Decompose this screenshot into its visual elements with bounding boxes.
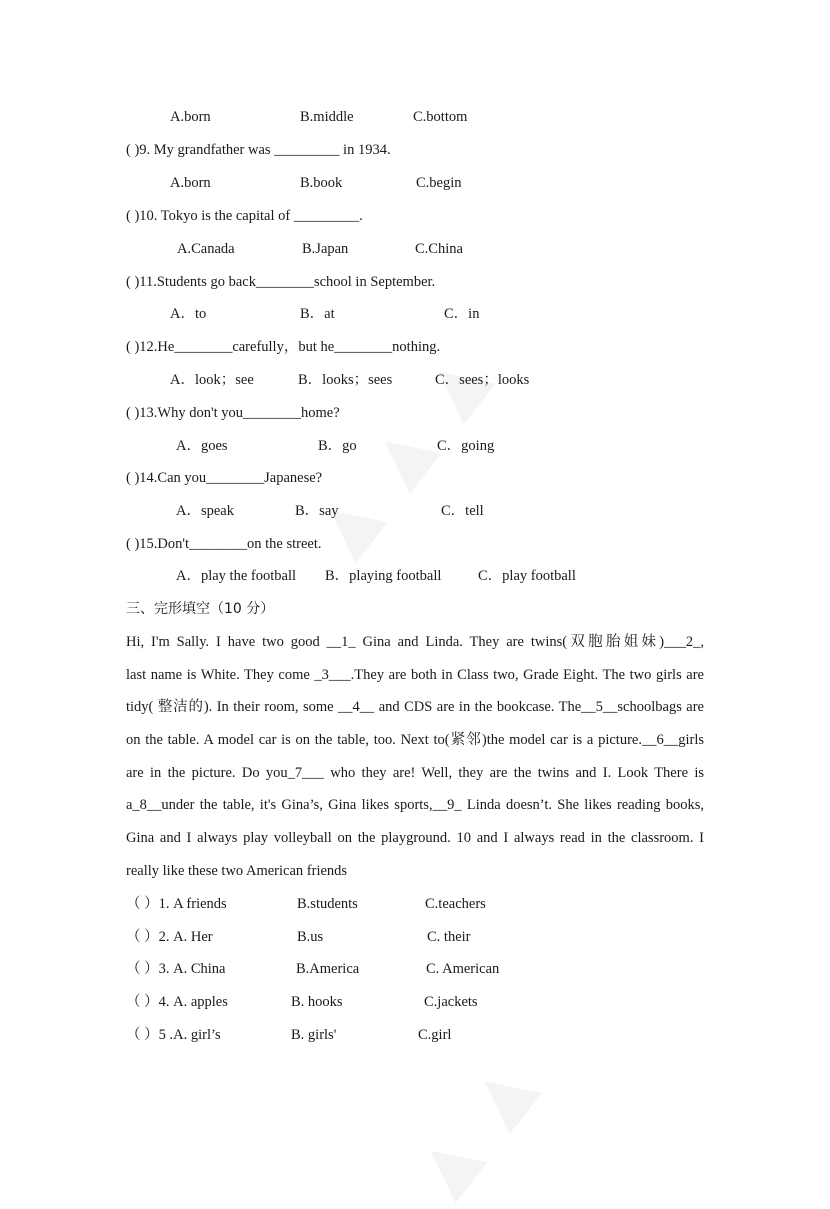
option-c: C.teachers: [425, 896, 486, 912]
option-b: B．playing football: [325, 568, 442, 584]
cloze-question: （ ）4. A. apples: [126, 994, 228, 1010]
option-a: A．goes: [176, 438, 228, 454]
cloze-question: （ ）1. A friends: [126, 896, 227, 912]
passage-line: a_8__under the table, it's Gina’s, Gina likes sports,__9_ Linda doesn’t. She likes reading books,: [126, 797, 704, 813]
option-c: C．sees；looks: [435, 372, 530, 388]
q8-option-a: A.born: [170, 109, 211, 125]
cloze-question: （ ）3. A. China: [126, 961, 226, 977]
option-a: A．to: [170, 306, 207, 322]
cloze-question: （ ）5 .A. girl’s: [126, 1027, 221, 1043]
passage-line: last name is White. They come _3___.They are both in Class two, Grade Eight. The two girls are: [126, 667, 704, 683]
passage-line: really like these two American friends: [126, 863, 348, 879]
option-a: A．speak: [176, 503, 234, 519]
option-b: B.Japan: [302, 241, 349, 257]
option-b: B.us: [297, 929, 324, 945]
option-c: C. their: [427, 929, 471, 945]
option-c: C．tell: [441, 503, 484, 519]
question-stem: ( )15.Don't________on the street.: [126, 536, 322, 552]
option-b: B. hooks: [291, 994, 343, 1010]
option-c: C.begin: [416, 175, 462, 191]
option-b: B．go: [318, 438, 357, 454]
section-title: 三、完形填空（10 分）: [126, 601, 275, 617]
question-stem: ( )11.Students go back________school in September.: [126, 274, 436, 290]
cloze-question: （ ）2. A. Her: [126, 929, 213, 945]
question-stem: ( )10. Tokyo is the capital of _________.: [126, 208, 363, 224]
question-stem: ( )14.Can you________Japanese?: [126, 470, 323, 486]
option-c: C．going: [437, 438, 495, 454]
option-c: C.China: [415, 241, 463, 257]
option-b: B.students: [297, 896, 358, 912]
option-b: B．say: [295, 503, 339, 519]
option-a: A.Canada: [177, 241, 235, 257]
passage-line: Gina and I always play volleyball on the playground. 10 and I always read in the classroom. I: [126, 830, 704, 846]
q8-option-c: C.bottom: [413, 109, 468, 125]
passage-line: tidy( 整洁的). In their room, some __4__ and CDS are in the bookcase. The__5__schoolbags are: [126, 699, 704, 715]
q8-option-b: B.middle: [300, 109, 354, 125]
option-a: A.born: [170, 175, 211, 191]
option-b: B. girls': [291, 1027, 337, 1043]
passage-line: are in the picture. Do you_7___ who they are! Well, they are the twins and I. Look There is: [126, 765, 704, 781]
option-b: B．looks；sees: [298, 372, 393, 388]
option-c: C．in: [444, 306, 480, 322]
question-stem: ( )12.He________carefully，but he________nothing.: [126, 339, 441, 355]
option-a: A．play the football: [176, 568, 297, 584]
option-c: C.jackets: [424, 994, 478, 1010]
passage-line: on the table. A model car is on the table, too. Next to(紧邻)the model car is a picture.__6__girls: [126, 732, 704, 748]
option-b: B．at: [300, 306, 335, 322]
option-b: B.America: [296, 961, 360, 977]
passage-line: Hi, I'm Sally. I have two good __1_ Gina and Linda. They are twins(双胞胎姐妹)___2_,: [126, 634, 704, 650]
option-c: C. American: [426, 961, 500, 977]
question-stem: ( )9. My grandfather was _________ in 1934.: [126, 142, 391, 158]
question-stem: ( )13.Why don't you________home?: [126, 405, 340, 421]
watermark: [400, 1045, 552, 1209]
option-b: B.book: [300, 175, 343, 191]
option-c: C．play football: [478, 568, 576, 584]
option-a: A．look；see: [170, 372, 254, 388]
option-c: C.girl: [418, 1027, 452, 1043]
